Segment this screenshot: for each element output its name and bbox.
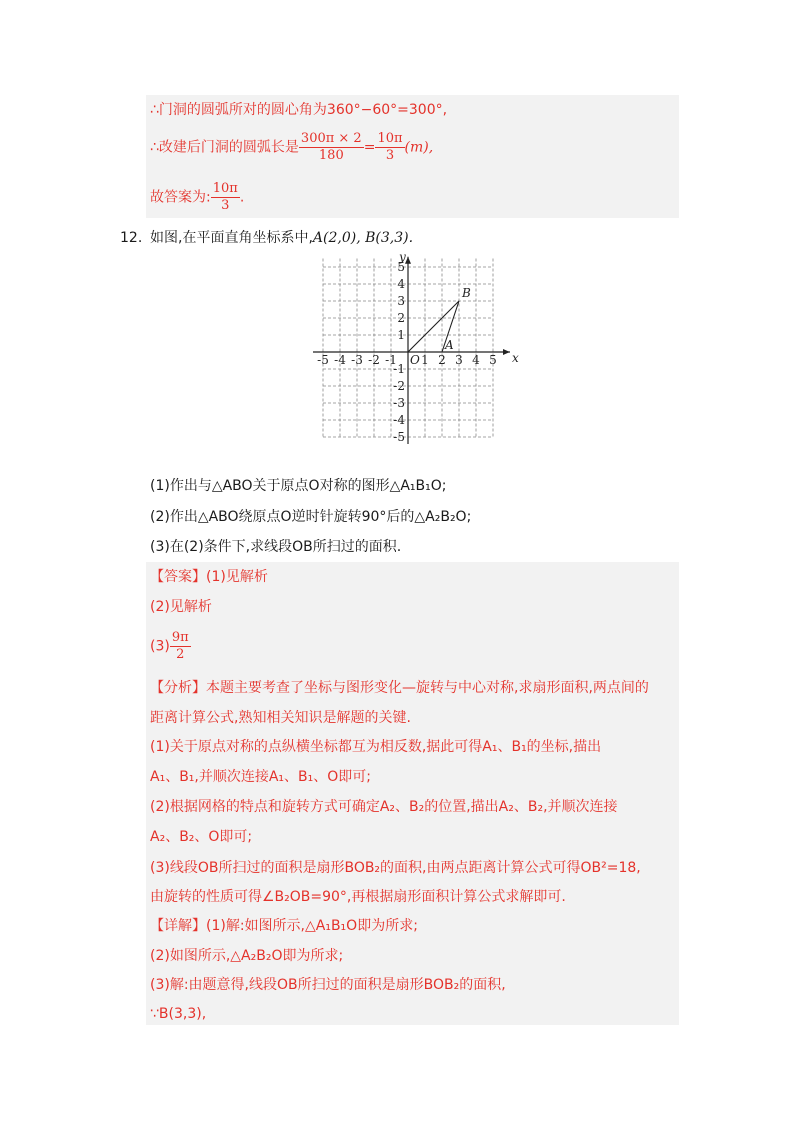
question-part-2: (2)作出△ABO绕原点O逆时针旋转90°后的△A₂B₂O;: [150, 509, 472, 525]
unit-m: (m),: [404, 139, 434, 156]
analysis-label: 【分析】: [150, 680, 206, 696]
analysis-line-2: 距离计算公式,熟知相关知识是解题的关键.: [150, 710, 411, 726]
y-tick-label: 3: [397, 294, 405, 308]
analysis-line-8: 由旋转的性质可得∠B₂OB=90°,再根据扇形面积计算公式求解即可.: [150, 889, 566, 905]
frac-num: 10π: [377, 131, 403, 146]
x-tick-label: -1: [385, 353, 397, 367]
question-part-3: (3)在(2)条件下,求线段OB所扫过的面积.: [150, 539, 402, 555]
analysis-line-7: (3)线段OB所扫过的面积是扇形BOB₂的面积,由两点距离计算公式可得OB²=18,: [150, 860, 641, 876]
fraction-10pi-3: [375, 131, 404, 164]
frac-den: 3: [221, 198, 230, 213]
frac-num: 10π: [212, 181, 238, 196]
frac-num: 300π × 2: [300, 131, 362, 146]
x-tick-label: -5: [317, 353, 329, 367]
x-tick-label: 5: [489, 353, 497, 367]
x-tick-label: -3: [351, 353, 363, 367]
y-tick-label: -1: [393, 362, 405, 376]
fraction-answer: [211, 181, 240, 214]
x-tick-label: -4: [334, 353, 346, 367]
y-tick-label: -5: [393, 430, 405, 444]
y-tick-label: 2: [397, 311, 405, 325]
analysis-line-5: (2)根据网格的特点和旋转方式可确定A₂、B₂的位置,描出A₂、B₂,并顺次连接: [150, 799, 618, 815]
analysis-text-1: 本题主要考查了坐标与图形变化—旋转与中心对称,求扇形面积,两点间的: [206, 680, 649, 696]
analysis-line-3: (1)关于原点对称的点纵横坐标都互为相反数,据此可得A₁、B₁的坐标,描出: [150, 739, 602, 755]
y-tick-label: 4: [397, 277, 405, 291]
answer-3-prefix: (3): [150, 638, 170, 655]
x-axis-label: x: [512, 351, 519, 365]
x-axis-arrow: [503, 349, 510, 355]
x-tick-label: 2: [438, 353, 446, 367]
y-tick-label: -2: [393, 379, 405, 393]
x-tick-label: 1: [421, 353, 429, 367]
origin-label: O: [410, 353, 420, 367]
question-number: 12.: [120, 230, 143, 246]
x-tick-label: 3: [455, 353, 463, 367]
question-stem: [150, 229, 413, 247]
y-axis-arrow: [405, 257, 411, 264]
detail-line-4: ∵B(3,3),: [150, 1006, 207, 1022]
analysis-line-1: [150, 679, 649, 697]
detail-line-2: (2)如图所示,△A₂B₂O即为所求;: [150, 948, 344, 964]
y-tick-label: 1: [397, 328, 405, 342]
detail-line-3: (3)解:由题意得,线段OB所扫过的面积是扇形BOB₂的面积,: [150, 977, 506, 993]
frac-den: 3: [385, 148, 395, 163]
fraction-9pi-2: [170, 630, 191, 663]
top-line-2: [150, 131, 433, 164]
answer-label: 【答案】: [150, 569, 206, 585]
top-line-3-text: 故答案为:: [150, 189, 211, 206]
detail-label: 【详解】: [150, 918, 206, 934]
analysis-line-4: A₁、B₁,并顺次连接A₁、B₁、O即可;: [150, 769, 371, 785]
frac-den: 2: [176, 647, 185, 662]
y-tick-label: -4: [393, 413, 405, 427]
question-part-1: (1)作出与△ABO关于原点O对称的图形△A₁B₁O;: [150, 478, 447, 494]
detail-text-1: (1)解:如图所示,△A₁B₁O即为所求;: [206, 918, 418, 934]
top-line-2-text: ∴改建后门洞的圆弧长是: [150, 139, 299, 156]
y-tick-label: 5: [397, 260, 405, 274]
period: .: [239, 189, 245, 206]
detail-line-1: [150, 917, 418, 935]
x-tick-label: -2: [368, 353, 380, 367]
point-a-label: A: [445, 338, 454, 352]
answer-2: (2)见解析: [150, 599, 212, 615]
question-points: A(2,0), B(3,3).: [312, 230, 414, 246]
frac-num: 9π: [171, 630, 189, 645]
answer-1: (1)见解析: [206, 569, 268, 585]
analysis-line-6: A₂、B₂、O即可;: [150, 829, 253, 845]
x-tick-label: 4: [472, 353, 480, 367]
question-stem-text: 如图,在平面直角坐标系中,: [150, 230, 313, 246]
y-axis-label: y: [399, 254, 406, 264]
y-tick-label: -3: [393, 396, 405, 410]
point-b-label: B: [462, 286, 471, 300]
equals-sign: =: [363, 139, 376, 156]
fraction-300pi: [299, 131, 364, 164]
answer-3: [150, 630, 191, 663]
coordinate-graph: [313, 254, 519, 444]
top-line-1: ∴门洞的圆弧所对的圆心角为360°−60°=300°,: [150, 102, 448, 118]
top-line-3: [150, 181, 244, 214]
answer-line-1: [150, 568, 268, 586]
frac-den: 180: [318, 148, 344, 163]
